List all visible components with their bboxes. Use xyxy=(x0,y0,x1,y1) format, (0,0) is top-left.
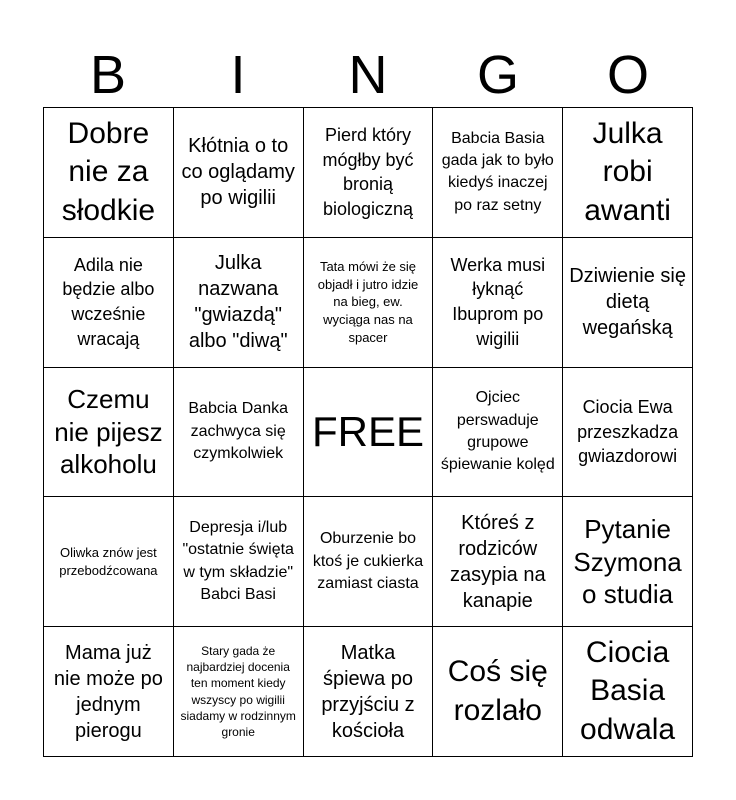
cell-text: Oburzenie bo ktoś je cukierka zamiast ciasta xyxy=(312,530,424,592)
bingo-cell[interactable] xyxy=(433,497,563,627)
bingo-cell[interactable] xyxy=(304,627,434,757)
bingo-grid xyxy=(43,107,693,757)
bingo-cell[interactable] xyxy=(174,627,304,757)
header-letter-b: B xyxy=(89,45,127,105)
bingo-cell[interactable] xyxy=(44,497,174,627)
header-letter-o: O xyxy=(606,45,649,105)
cell-text: Ciocia Ewa przeszkadza gwiazdorowi xyxy=(577,396,679,467)
cell-text: Pytanie Szymona o studia xyxy=(573,514,682,610)
cell-text: Julka robi awanti xyxy=(584,116,671,227)
bingo-cell[interactable] xyxy=(44,368,174,498)
cell-text: Dziwienie się dietą wegańską xyxy=(569,265,686,340)
cell-text: Stary gada że najbardziej docenia ten moment kiedy wszyscy po wigilii siadamy w rodzinnym gronie xyxy=(180,644,296,739)
bingo-cell[interactable] xyxy=(174,238,304,368)
bingo-cell[interactable] xyxy=(433,627,563,757)
bingo-cell[interactable] xyxy=(563,497,693,627)
cell-text: Ciocia Basia odwala xyxy=(580,636,676,746)
cell-text: Coś się rozlało xyxy=(447,655,548,727)
cell-text: Matka śpiewa po przyjściu z kościoła xyxy=(321,641,415,742)
header-letter-g: G xyxy=(476,45,519,105)
cell-text: Pierd który mógłby być bronią biologiczną xyxy=(322,124,414,220)
bingo-cell[interactable] xyxy=(174,108,304,238)
bingo-cell[interactable] xyxy=(433,108,563,238)
bingo-header xyxy=(43,42,693,108)
cell-text: Babcia Danka zachwyca się czymkolwiek xyxy=(188,400,288,463)
cell-text: Adila nie będzie albo wcześnie wracają xyxy=(62,254,155,350)
bingo-cell[interactable] xyxy=(174,497,304,627)
bingo-cell[interactable] xyxy=(174,368,304,498)
bingo-cell[interactable] xyxy=(433,238,563,368)
free-cell[interactable] xyxy=(304,368,434,498)
bingo-cell[interactable] xyxy=(304,497,434,627)
bingo-cell[interactable] xyxy=(44,108,174,238)
cell-text: Kłótnia o to co oglądamy po wigilii xyxy=(181,135,295,210)
cell-text: Dobre nie za słodkie xyxy=(61,116,156,227)
header-letter-n: N xyxy=(348,45,388,105)
cell-text: Babcia Basia gada jak to było kiedyś inaczej po raz setny xyxy=(441,129,554,214)
cell-text: Któreś z rodziców zasypia na kanapie xyxy=(449,511,546,612)
bingo-cell[interactable] xyxy=(304,108,434,238)
cell-text: Werka musi łyknąć Ibuprom po wigilii xyxy=(450,254,546,350)
cell-text: Czemu nie pijesz alkoholu xyxy=(54,384,163,480)
bingo-cell[interactable] xyxy=(563,108,693,238)
cell-text: Mama już nie może po jednym pierogu xyxy=(53,641,163,742)
cell-text: FREE xyxy=(311,407,424,455)
cell-text: Oliwka znów jest przebodźcowana xyxy=(59,545,158,578)
cell-text: Depresja i/lub "ostatnie święta w tym składzie" Babci Basi xyxy=(182,519,294,604)
bingo-cell[interactable] xyxy=(563,627,693,757)
bingo-cell[interactable] xyxy=(433,368,563,498)
bingo-cell[interactable] xyxy=(563,368,693,498)
header-letter-i: I xyxy=(230,45,246,105)
cell-text: Tata mówi że się objadł i jutro idzie na bieg, ew. wyciąga nas na spacer xyxy=(317,259,419,345)
bingo-cell[interactable] xyxy=(44,627,174,757)
cell-text: Ojciec perswaduje grupowe śpiewanie kolęd xyxy=(440,389,555,474)
bingo-cell[interactable] xyxy=(44,238,174,368)
bingo-cell[interactable] xyxy=(304,238,434,368)
cell-text: Julka nazwana "gwiazdą" albo "diwą" xyxy=(188,252,288,353)
bingo-cell[interactable] xyxy=(563,238,693,368)
